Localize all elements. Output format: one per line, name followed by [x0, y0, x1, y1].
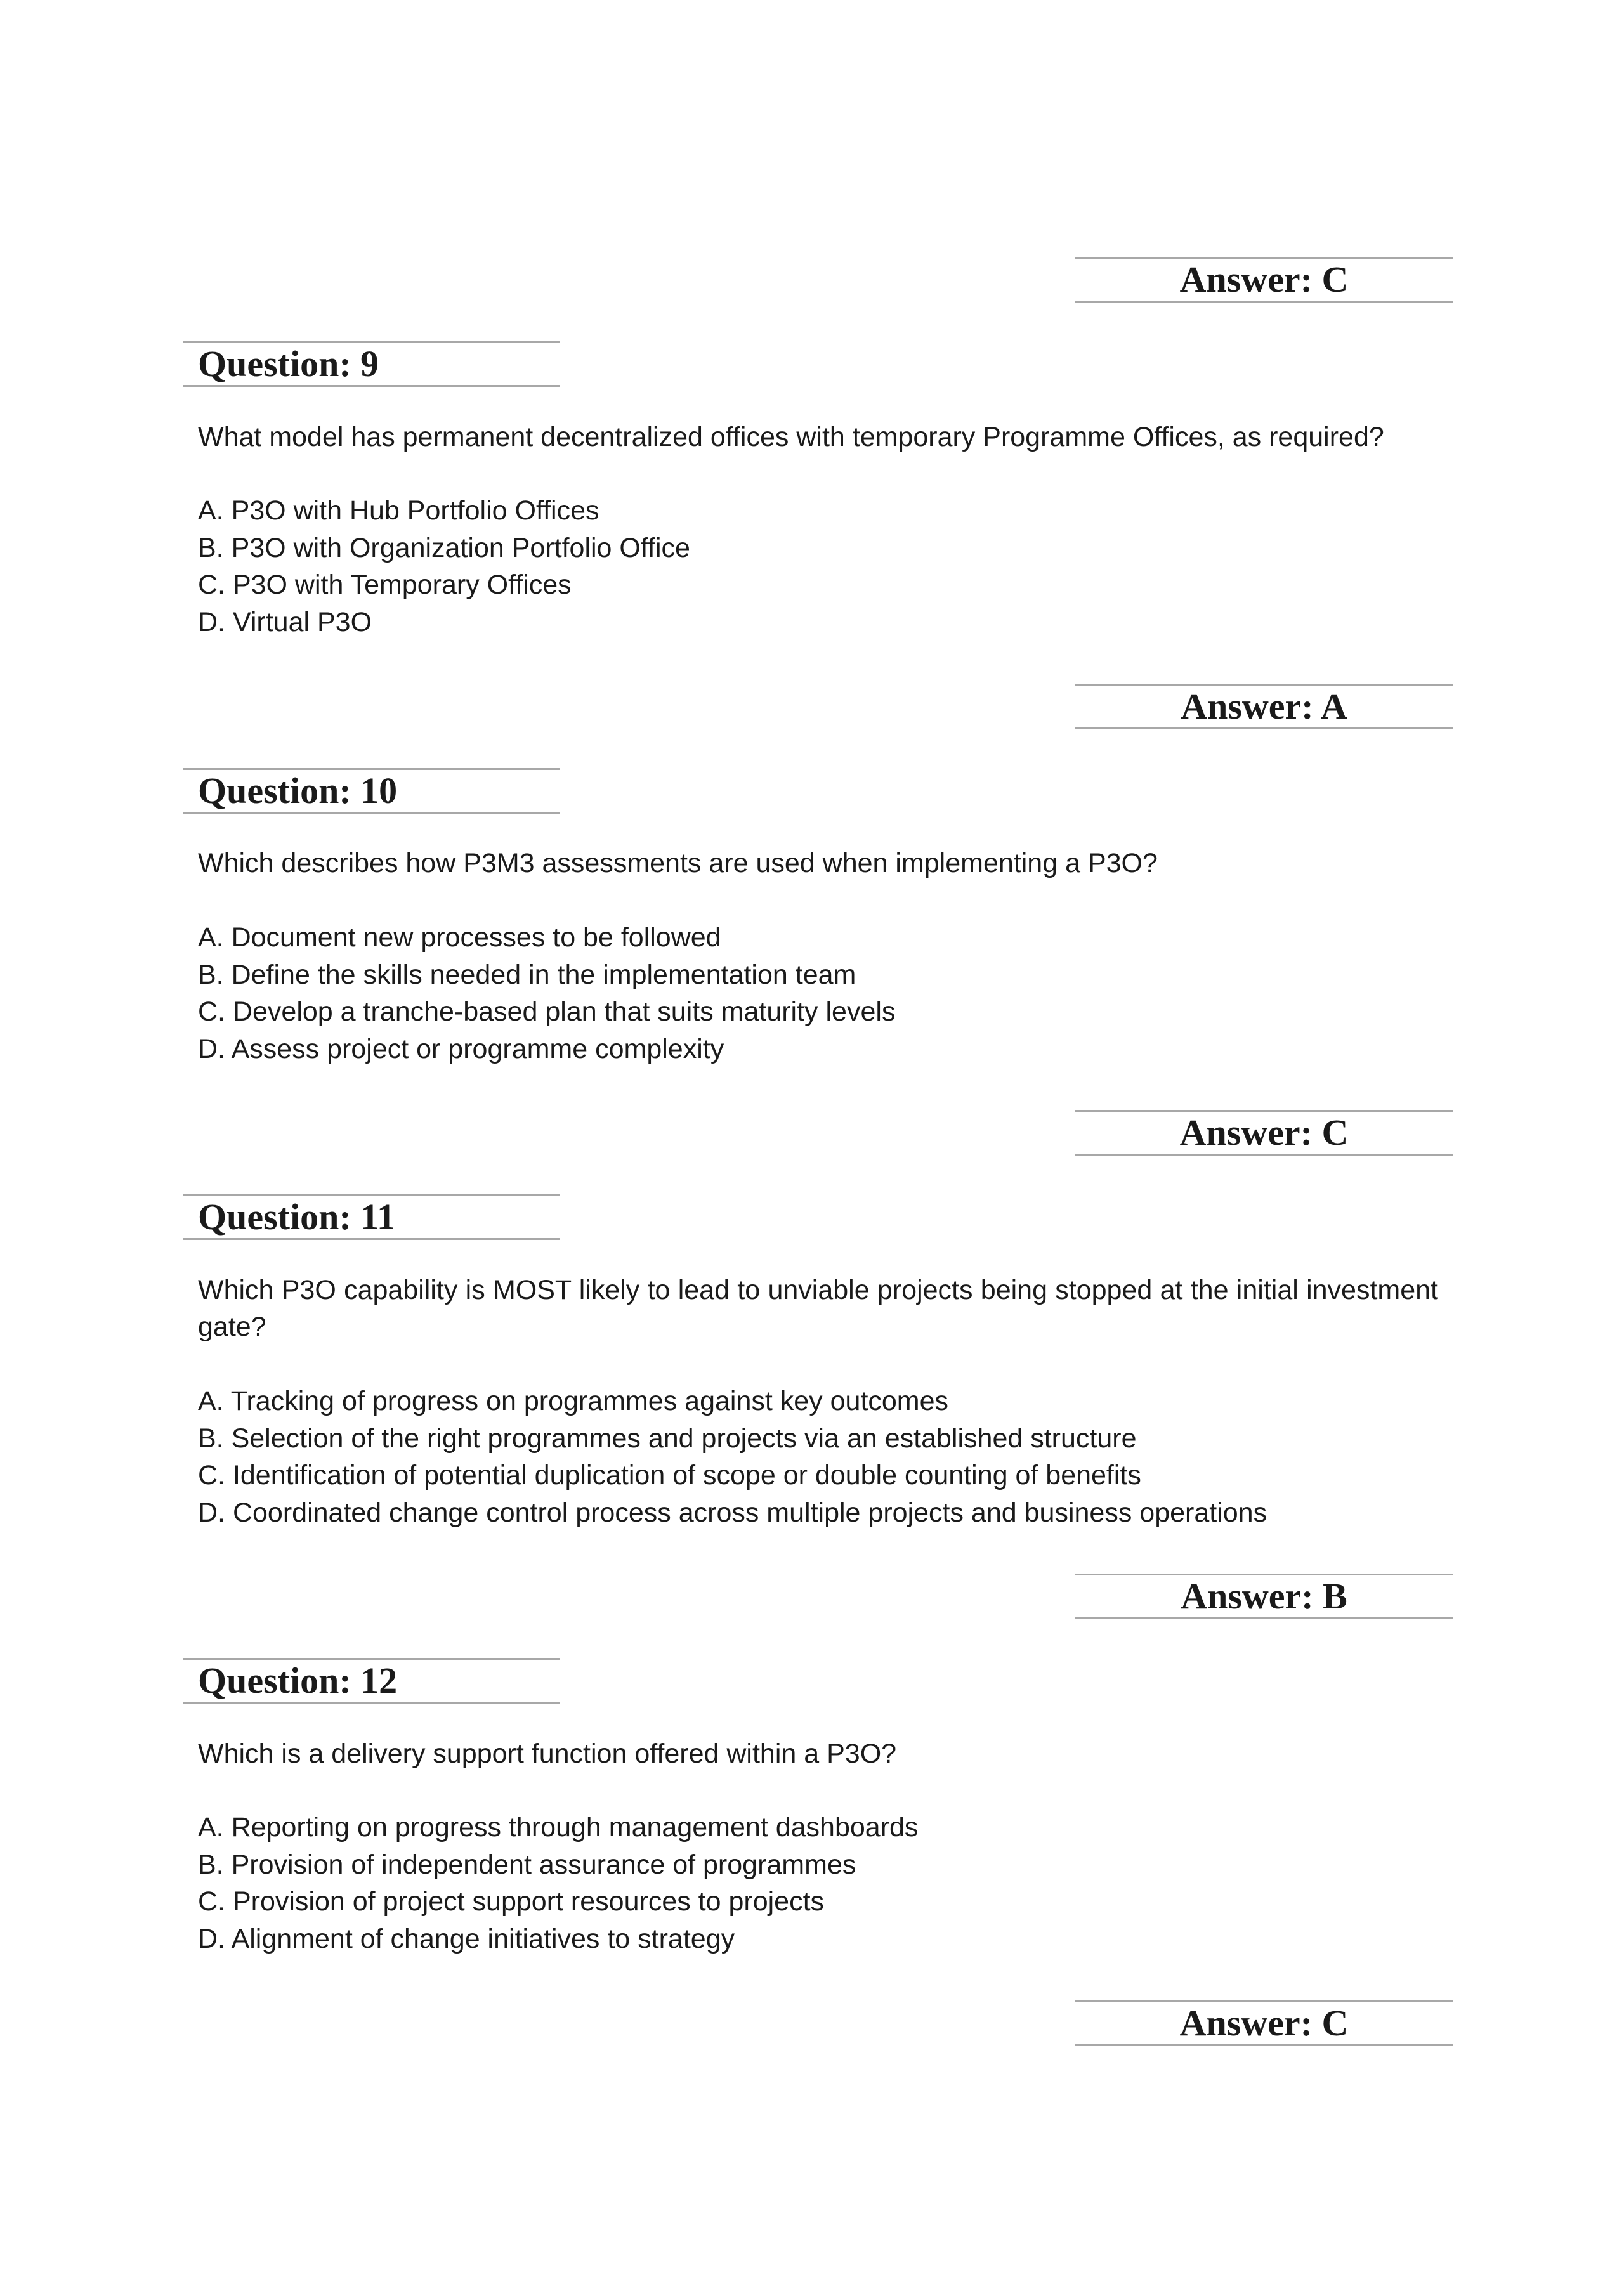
answer-box-question-10: Answer: C	[1075, 1110, 1453, 1156]
question-10-heading: Question: 10	[183, 768, 560, 814]
question-9-options	[198, 492, 1438, 641]
option-d: D. Alignment of change initiatives to strategy	[198, 1923, 735, 1954]
option-d: D. Virtual P3O	[198, 606, 372, 637]
question-9-heading: Question: 9	[183, 341, 560, 387]
option-d: D. Coordinated change control process across multiple projects and business operations	[198, 1497, 1267, 1528]
answer-box-question-9: Answer: A	[1075, 684, 1453, 729]
option-c: C. Identification of potential duplication of scope or double counting of benefits	[198, 1460, 1141, 1490]
option-b: B. Provision of independent assurance of programmes	[198, 1849, 856, 1880]
answer-box-question-12: Answer: C	[1075, 2000, 1453, 2046]
question-12-heading: Question: 12	[183, 1658, 560, 1704]
question-11-options	[198, 1383, 1438, 1531]
question-12-stem: Which is a delivery support function offered within a P3O?	[198, 1738, 897, 1769]
option-a: A. Document new processes to be followed	[198, 922, 721, 953]
option-c: C. P3O with Temporary Offices	[198, 570, 572, 600]
question-11-stem: Which P3O capability is MOST likely to lead to unviable projects being stopped at the initial investment gate?	[198, 1275, 1438, 1342]
option-a: A. Reporting on progress through management dashboards	[198, 1812, 919, 1843]
question-9-stem: What model has permanent decentralized offices with temporary Programme Offices, as required?	[198, 422, 1384, 452]
answer-box-previous: Answer: C	[1075, 257, 1453, 303]
option-c: C. Provision of project support resources to projects	[198, 1886, 825, 1917]
option-b: B. P3O with Organization Portfolio Office	[198, 532, 690, 563]
option-b: B. Define the skills needed in the implementation team	[198, 959, 856, 990]
option-c: C. Develop a tranche-based plan that suits maturity levels	[198, 996, 896, 1027]
option-d: D. Assess project or programme complexity	[198, 1033, 724, 1064]
answer-box-question-11: Answer: B	[1075, 1574, 1453, 1619]
question-10-options	[198, 919, 1438, 1067]
question-10-stem: Which describes how P3M3 assessments are used when implementing a P3O?	[198, 848, 1158, 878]
option-b: B. Selection of the right programmes and projects via an established structure	[198, 1423, 1137, 1454]
option-a: A. Tracking of progress on programmes against key outcomes	[198, 1386, 949, 1416]
question-11-heading: Question: 11	[183, 1194, 560, 1240]
option-a: A. P3O with Hub Portfolio Offices	[198, 495, 599, 526]
question-12-options	[198, 1809, 1438, 1957]
